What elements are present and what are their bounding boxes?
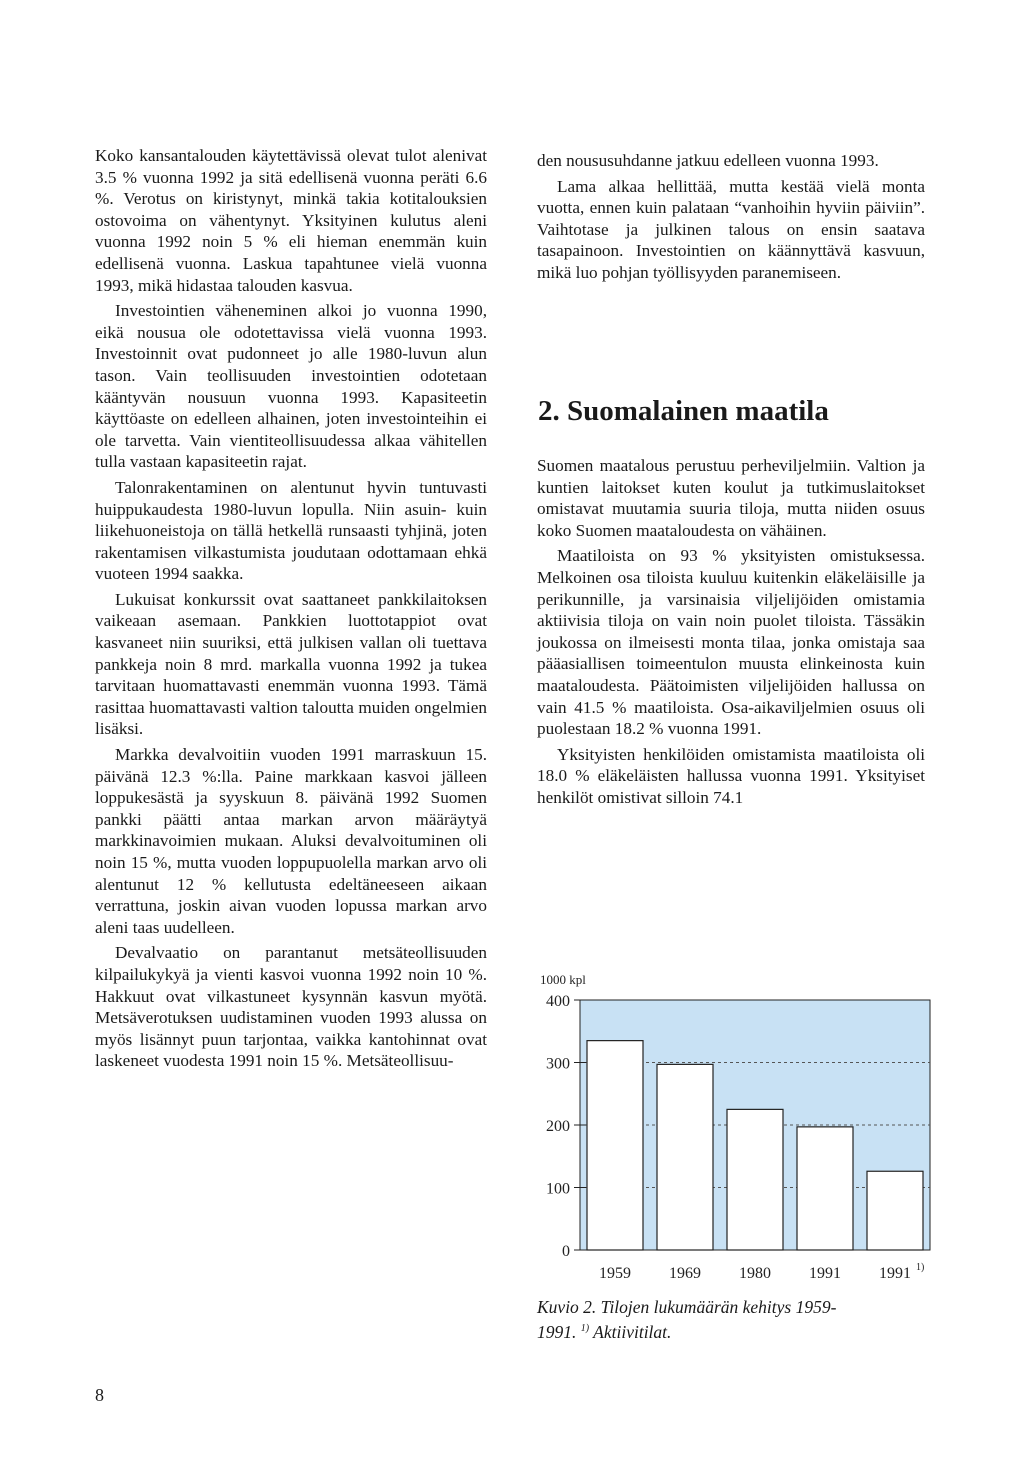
paragraph: Talonrakentaminen on alentunut hyvin tuntuvasti huippukaudesta 1980-luvun lopulla. Niin asuin- kuin liikehuoneistoja on tällä hetkellä runsaasti tyhjinä, joten rakentamisen vilkastumista joudutaan odottamaan ehkä vuoteen 1994 saakka.	[95, 477, 487, 584]
paragraph: Devalvaatio on parantanut metsäteollisuuden kilpailukykyä ja vienti kasvoi vuonna 1992 noin 10 %. Hakkuut ovat vilkastuneet kysynnän kasvun myötä. Metsäverotuksen uudistaminen vuoden 1993 alussa on myös lisännyt puun tarjontaa, vaikka kantohinnat ovat laskeneet vuodesta 1991 noin 15 %. Metsäteollisuu-	[95, 943, 487, 1071]
figure-caption	[537, 1296, 929, 1343]
page-number: 8	[95, 1385, 104, 1405]
y-tick-label: 300	[546, 1055, 570, 1073]
bar	[657, 1064, 713, 1250]
x-tick-label: 1991	[879, 1265, 911, 1282]
bar	[797, 1127, 853, 1250]
section-heading: 2. Suomalainen maatila	[538, 395, 829, 427]
paragraph: Maatiloista on 93 % yksityisten omistuksessa. Melkoinen osa tiloista kuuluu kuitenkin eläkeläisille ja perikunnille, ja varsinaisia viljelijöiden omistamia aktiivisia tiloja on vain noin puolet tiloista. Tässäkin joukossa on ilmeisesti monta tilaa, jonka omistaja saa pääasiallisen toimeentulon muusta elinkeinosta kuin maataloudesta. Päätoimisten viljelijöiden hallussa on vain 41.5 % maatiloista. Osa-aikaviljelmien osuus oli puolestaan 18.2 % vuonna 1991.	[537, 546, 925, 739]
paragraph: Suomen maatalous perustuu perheviljelmiin. Valtion ja kuntien laitokset kuten koulut ja tutkimuslaitokset omistavat muutamia suuria tiloja, mutta niiden osuus koko Suomen maataloudesta on vähäinen.	[537, 456, 925, 540]
bar	[587, 1041, 643, 1250]
y-tick-label: 400	[546, 993, 570, 1010]
farm-count-bar-chart	[520, 965, 950, 1295]
y-tick-label: 0	[562, 1243, 570, 1260]
x-tick-footnote: 1)	[916, 1262, 925, 1273]
caption-line-1: Kuvio 2. Tilojen lukumäärän kehitys 1959-	[537, 1297, 837, 1317]
x-tick-label: 1991	[809, 1265, 841, 1282]
x-tick-label: 1959	[599, 1265, 631, 1282]
right-column	[537, 150, 925, 288]
left-column	[95, 145, 487, 1076]
paragraph: den noususuhdanne jatkuu edelleen vuonna 1993.	[537, 151, 879, 170]
paragraph: Koko kansantalouden käytettävissä olevat tulot alenivat 3.5 % vuonna 1992 ja sitä edellisenä vuonna peräti 6.6 %. Verotus on kiristynyt, minkä takia kotitalouksien ostovoima on vähentynyt. Yksityinen kulutus aleni vuonna 1992 noin 5 % eli hieman enemmän kuin edellisenä vuonna. Laskua tapahtunee vielä vuonna 1993, mikä hidastaa talouden kasvua.	[95, 146, 487, 295]
section-body	[537, 455, 925, 813]
caption-footnote-mark: 1)	[580, 1323, 590, 1334]
caption-line-2-pre: 1991.	[537, 1321, 577, 1342]
y-axis-label: 1000 kpl	[540, 972, 586, 987]
paragraph: Lukuisat konkurssit ovat saattaneet pankkilaitoksen vaikeaan asemaan. Pankkien luottotappiot ovat kasvaneet niin suuriksi, että julkisen vallan oli tuettava pankkeja noin 8 mrd. markalla vuonna 1992 ja tukea tarvitaan huomattavasti enemmän vuonna 1993. Tämä rasittaa huomattavasti valtion taloutta muiden ongelmien lisäksi.	[95, 589, 487, 739]
paragraph: Investointien väheneminen alkoi jo vuonna 1990, eikä nousua ole odotettavissa vielä vuonna 1993. Investoinnit ovat pudonneet jo alle 1980-luvun alun tason. Vain teollisuuden investointien odotetaan kääntyvän nousuun vuonna 1993. Kapasiteetin käyttöaste on edelleen alhainen, joten investointeihin ei ole tarvetta. Vain vientiteollisuudessa alkaa vähitellen tulla vastaan kapasiteetin rajat.	[95, 301, 487, 472]
paragraph: Markka devalvoitiin vuoden 1991 marraskuun 15. päivänä 12.3 %:lla. Paine markkaan kasvoi jälleen loppukesästä ja syyskuun 8. päivänä 1992 Suomen pankki päätti antaa markan arvon määräytyä markkinavoimien mukaan. Aluksi devalvoituminen oli noin 15 %, mutta vuoden loppupuolella markan arvo oli alentunut 12 % kellutusta edeltäneeseen aikaan verrattuna, joskin aivan vuoden lopussa markan arvo aleni taas uudelleen.	[95, 745, 487, 937]
y-tick-label: 200	[546, 1118, 570, 1135]
x-tick-label: 1969	[669, 1265, 701, 1282]
y-tick-label: 100	[546, 1180, 570, 1198]
bar	[867, 1171, 923, 1250]
x-tick-label: 1980	[739, 1265, 771, 1282]
bar	[727, 1109, 783, 1250]
paragraph: Yksityisten henkilöiden omistamista maatiloista oli 18.0 % eläkeläisten hallussa vuonna 1991. Yksityiset henkilöt omistivat silloin 74.1	[537, 744, 925, 807]
caption-line-2-post: Aktiivitilat.	[593, 1321, 672, 1342]
paragraph: Lama alkaa hellittää, mutta kestää vielä monta vuotta, ennen kuin palataan “vanhoihin hyviin päiviin”. Vaihtotase ja julkinen talous on ensin saatava tasapainoon. Investointien on käännyttävä kasvuun, mikä luo pohjan työllisyyden paranemiseen.	[537, 176, 925, 282]
